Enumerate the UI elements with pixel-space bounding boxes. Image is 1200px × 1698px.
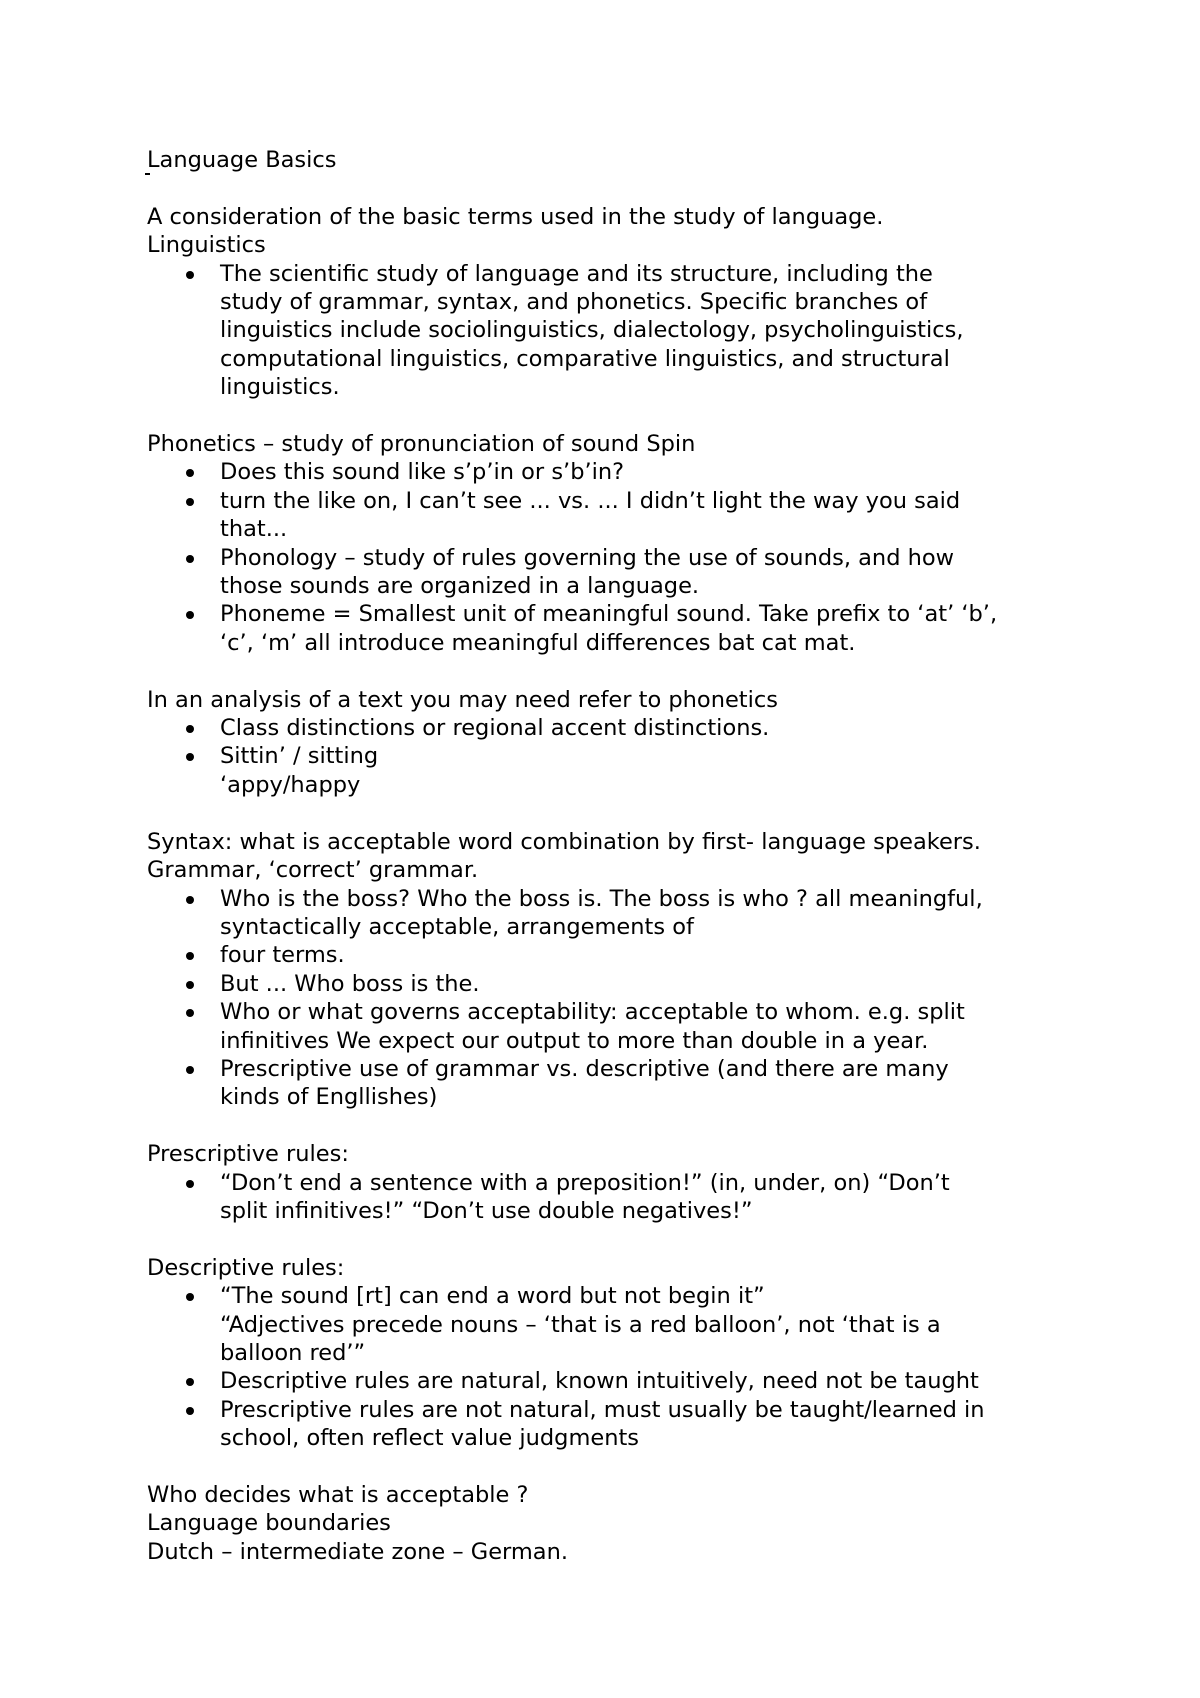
bullet-icon [186, 1378, 194, 1386]
bullet-icon [186, 271, 194, 279]
bullet-icon [186, 498, 194, 506]
section-heading-analysis: In an analysis of a text you may need refer to phonetics [147, 686, 778, 713]
list-item-line: linguistics include sociolinguistics, dialectology, psycholinguistics, [220, 317, 964, 344]
list-item [147, 544, 1097, 601]
list-item-line: turn the like on, I can’t see ... vs. ... I didn’t light the way you said [220, 487, 961, 514]
list-item [147, 1396, 1097, 1453]
list-item-line: Sittin’ / sitting [220, 743, 379, 770]
list-item-line: The scientific study of language and its structure, including the [220, 260, 933, 287]
list-item-line: Descriptive rules are natural, known intuitively, need not be taught [220, 1368, 979, 1395]
list-item-line: “The sound [rt] can end a word but not begin it” [220, 1283, 765, 1310]
list-item-line: that... [220, 516, 288, 543]
closing-heading-boundaries: Language boundaries [147, 1510, 391, 1537]
bullet-icon [186, 896, 194, 904]
section-heading-prescriptive: Prescriptive rules: [147, 1141, 349, 1168]
bullet-icon [186, 725, 194, 733]
bullet-icon [186, 1293, 194, 1301]
list-item [147, 458, 1097, 486]
list-item-line: those sounds are organized in a language. [220, 573, 700, 600]
section-subheading-grammar: Grammar, ‘correct’ grammar. [147, 857, 479, 884]
list-item-line: But ... Who boss is the. [220, 970, 480, 997]
analysis-list [147, 714, 1097, 799]
list-item-line: “Don’t end a sentence with a preposition!” (in, under, on) “Don’t [220, 1169, 950, 1196]
list-item [147, 260, 1097, 402]
section-heading-descriptive: Descriptive rules: [147, 1254, 345, 1281]
section-heading-phonetics: Phonetics – study of pronunciation of sound Spin [147, 431, 696, 458]
title-marker [145, 173, 150, 175]
bullet-icon [186, 952, 194, 960]
list-item-line: Who or what governs acceptability: acceptable to whom. e.g. split [220, 999, 965, 1026]
list-item [147, 941, 1097, 969]
list-item-line: linguistics. [220, 374, 340, 401]
bullet-icon [186, 981, 194, 989]
list-item [147, 970, 1097, 998]
closing-example: Dutch – intermediate zone – German. [147, 1538, 569, 1565]
list-item [147, 1055, 1097, 1112]
list-item [147, 1282, 1097, 1367]
list-item-line: Prescriptive rules are not natural, must usually be taught/learned in [220, 1396, 985, 1423]
section-heading-linguistics: Linguistics [147, 232, 266, 259]
list-item-line: balloon red’” [220, 1339, 366, 1366]
section-heading-syntax: Syntax: what is acceptable word combination by first- language speakers. [147, 828, 981, 855]
bullet-icon [186, 555, 194, 563]
closing-question: Who decides what is acceptable ? [147, 1481, 529, 1508]
prescriptive-list [147, 1169, 1097, 1226]
list-item [147, 1367, 1097, 1395]
document-body [147, 146, 1097, 1566]
bullet-icon [186, 1407, 194, 1415]
descriptive-list [147, 1282, 1097, 1452]
bullet-icon [186, 1066, 194, 1074]
syntax-list [147, 885, 1097, 1112]
list-item [147, 885, 1097, 942]
title-text: Language Basics [147, 147, 337, 173]
list-item-line: Phoneme = Smallest unit of meaningful sound. Take prefix to ‘at’ ‘b’, [220, 601, 998, 628]
document-title [147, 146, 1097, 174]
list-item [147, 998, 1097, 1055]
linguistics-list [147, 260, 1097, 402]
list-item [147, 742, 1097, 799]
bullet-icon [186, 753, 194, 761]
list-item-line: Phonology – study of rules governing the use of sounds, and how [220, 544, 955, 571]
list-item [147, 714, 1097, 742]
list-item-line: kinds of Engllishes) [220, 1084, 438, 1111]
list-item-line: split infinitives!” “Don’t use double negatives!” [220, 1197, 753, 1224]
list-item-line: Prescriptive use of grammar vs. descriptive (and there are many [220, 1055, 949, 1082]
list-item-line: Who is the boss? Who the boss is. The boss is who ? all meaningful, [220, 885, 983, 912]
list-item [147, 600, 1097, 657]
list-item-line: study of grammar, syntax, and phonetics. Specific branches of [220, 289, 928, 316]
bullet-icon [186, 611, 194, 619]
phonetics-list [147, 458, 1097, 657]
list-item-line: infinitives We expect our output to more than double in a year. [220, 1027, 929, 1054]
intro-text: A consideration of the basic terms used in the study of language. [147, 203, 884, 230]
bullet-icon [186, 1180, 194, 1188]
list-item-line: Class distinctions or regional accent distinctions. [220, 715, 770, 742]
list-item [147, 1169, 1097, 1226]
list-item-line: “Adjectives precede nouns – ‘that is a red balloon’, not ‘that is a [220, 1311, 941, 1338]
list-item-line: syntactically acceptable, arrangements of [220, 913, 694, 940]
list-item [147, 487, 1097, 544]
list-item-line: Does this sound like s’p’in or s’b’in? [220, 459, 625, 486]
list-item-line: computational linguistics, comparative linguistics, and structural [220, 345, 950, 372]
list-item-line: ‘c’, ‘m’ all introduce meaningful differences bat cat mat. [220, 629, 856, 656]
list-item-line: ‘appy/happy [220, 771, 361, 798]
bullet-icon [186, 469, 194, 477]
list-item-line: four terms. [220, 942, 345, 969]
list-item-line: school, often reflect value judgments [220, 1425, 640, 1452]
bullet-icon [186, 1009, 194, 1017]
